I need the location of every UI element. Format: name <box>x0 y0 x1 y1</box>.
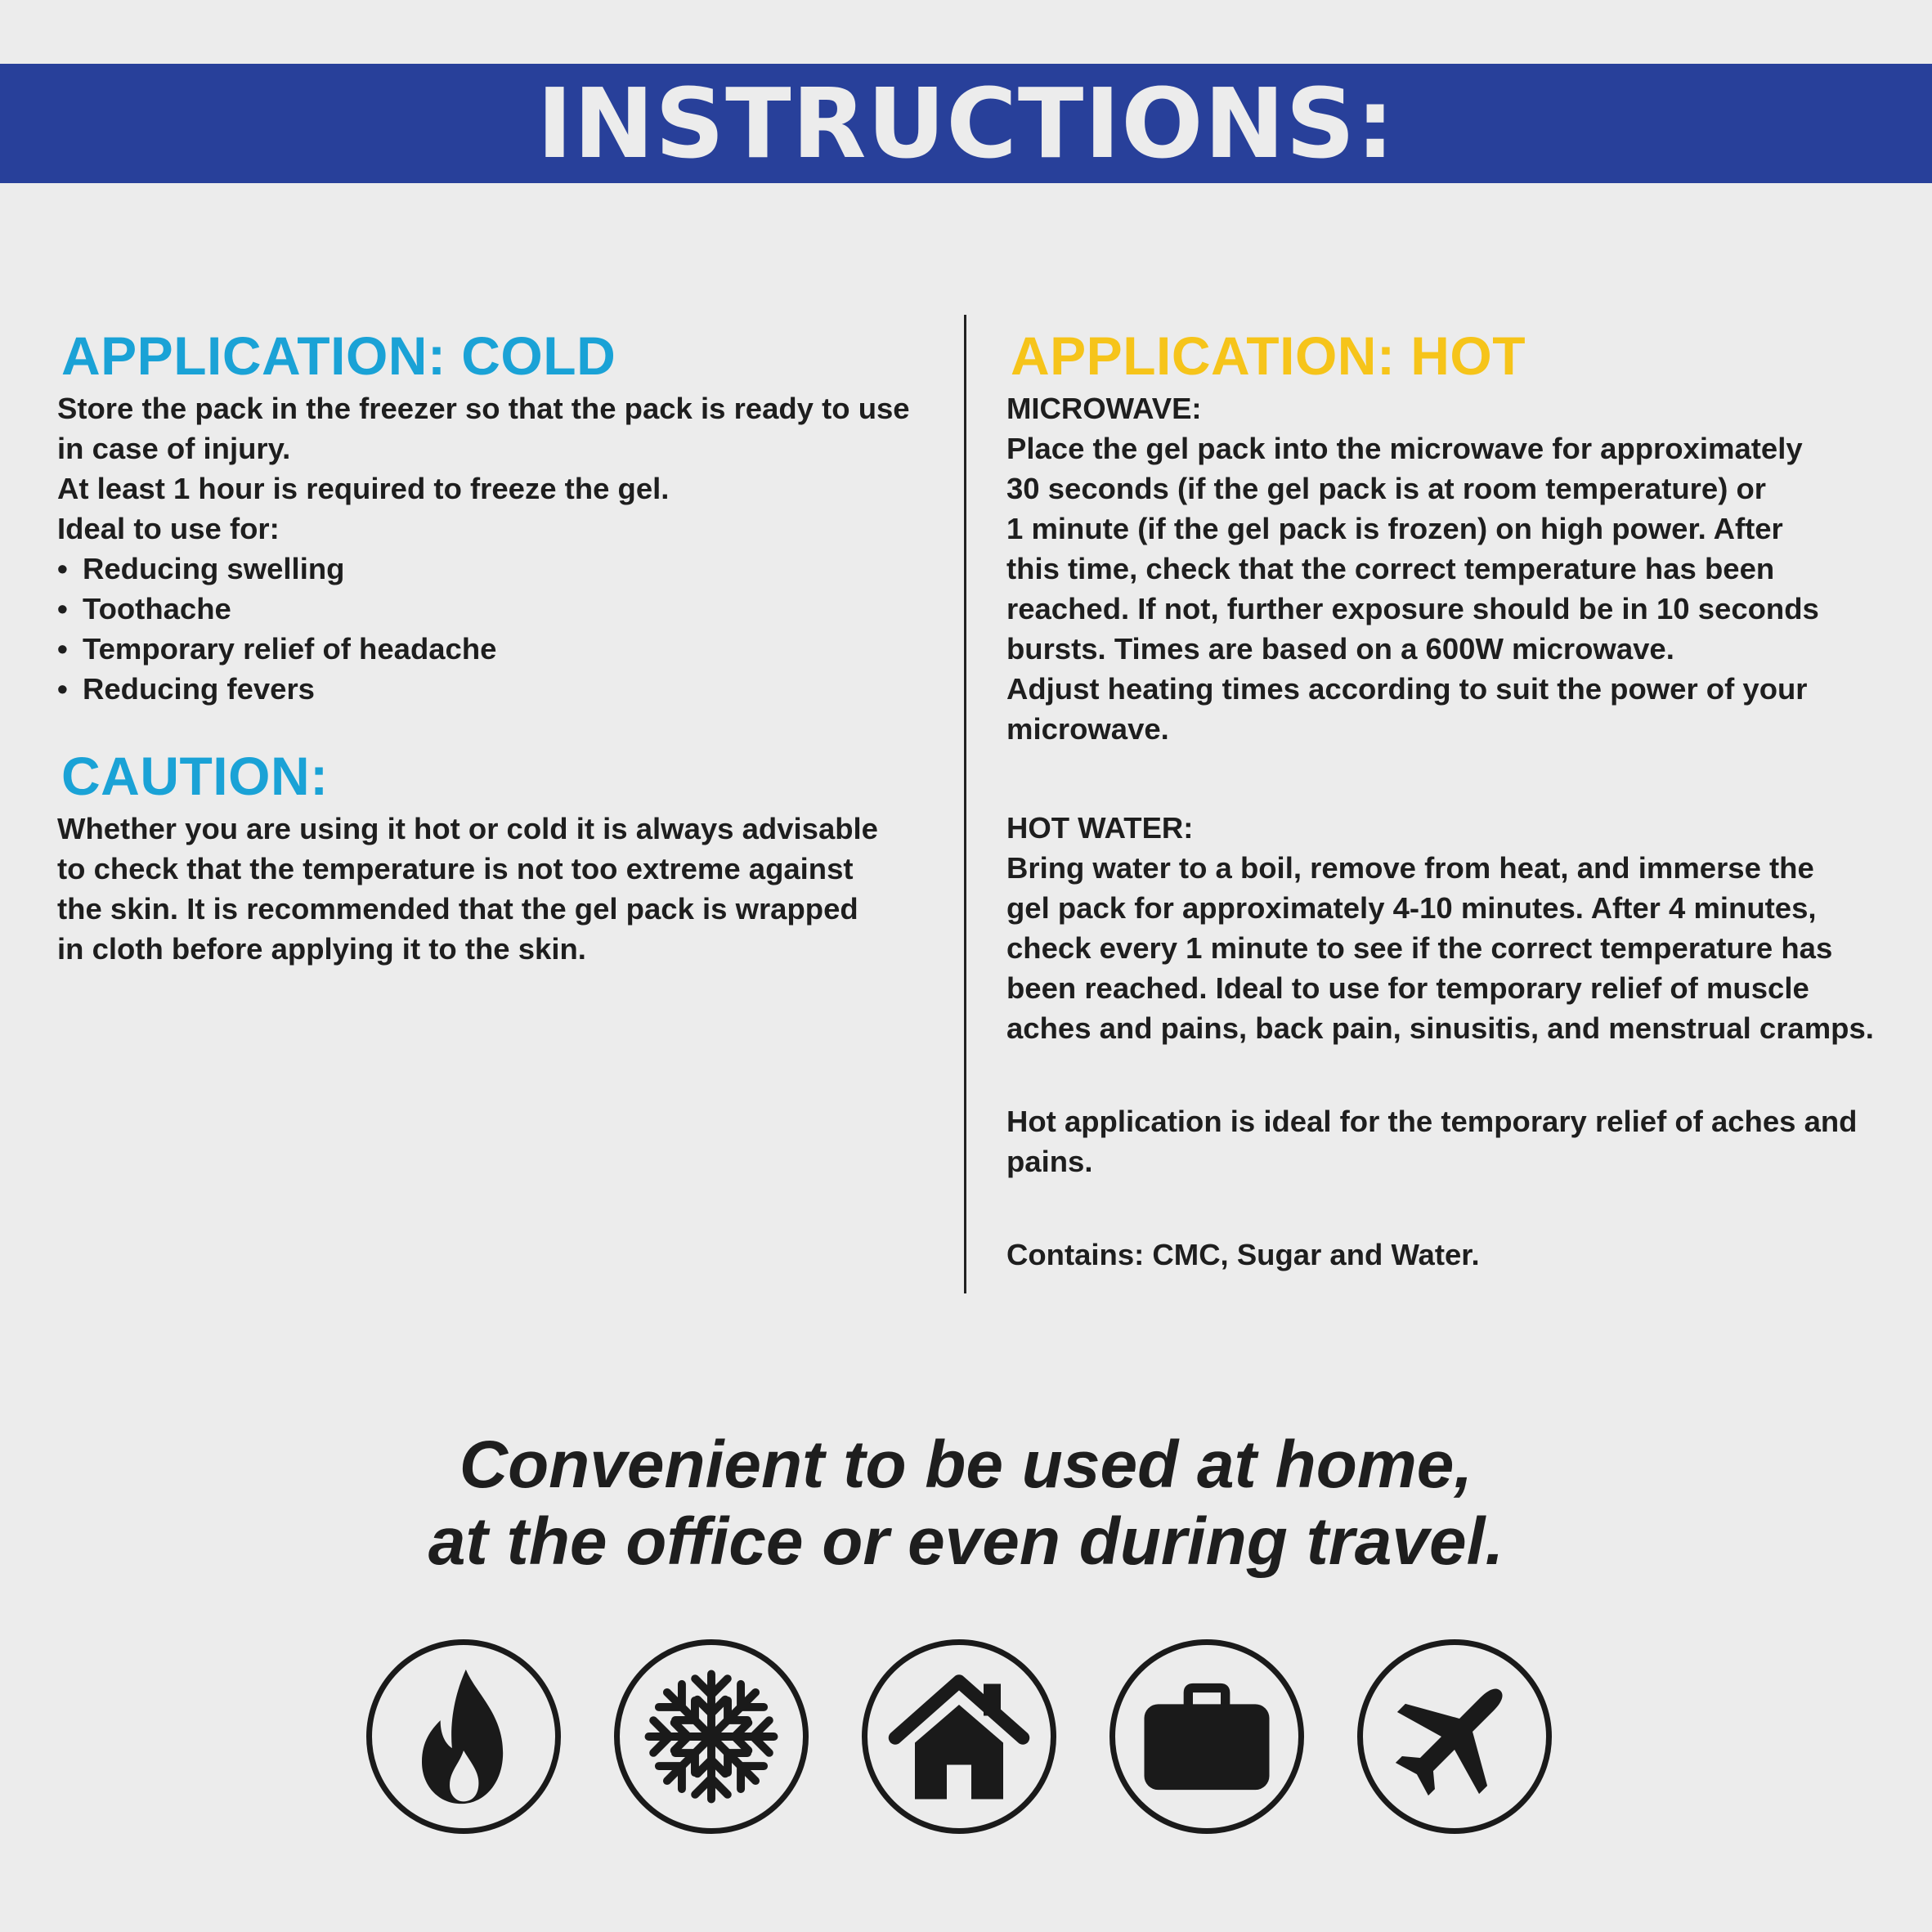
hot-water-line: been reached. Ideal to use for temporary relief of muscle <box>1006 971 1809 1005</box>
page-title: INSTRUCTIONS: <box>536 67 1396 180</box>
list-item-text: Reducing swelling <box>83 552 345 585</box>
list-item-text: Reducing fevers <box>83 672 315 706</box>
cold-line: in case of injury. <box>57 432 291 465</box>
ingredients: Contains: CMC, Sugar and Water. <box>1006 1238 1480 1271</box>
caution-heading: CAUTION: <box>61 746 329 806</box>
tagline <box>0 1427 1932 1580</box>
hot-heading: APPLICATION: HOT <box>1011 325 1526 386</box>
airplane-icon <box>1357 1639 1552 1834</box>
microwave-line: bursts. Times are based on a 600W microwave. <box>1006 632 1674 666</box>
cold-heading: APPLICATION: COLD <box>61 325 616 386</box>
list-item-text: Temporary relief of headache <box>83 632 497 666</box>
microwave-line: 1 minute (if the gel pack is frozen) on high power. After <box>1006 512 1783 545</box>
tagline-line: at the office or even during travel. <box>428 1504 1504 1579</box>
hot-note <box>1006 1101 1914 1181</box>
caution-line: Whether you are using it hot or cold it is always advisable <box>57 812 878 845</box>
cold-instructions <box>57 388 948 549</box>
caution-text <box>57 809 948 969</box>
title-banner <box>0 64 1932 183</box>
bullet-dot: • <box>57 632 68 666</box>
hot-water-line: check every 1 minute to see if the correct temperature has <box>1006 931 1833 965</box>
bullet-dot: • <box>57 552 68 585</box>
cold-line: Ideal to use for: <box>57 512 280 545</box>
bullet-dot: • <box>57 672 68 706</box>
list-item <box>57 589 948 629</box>
microwave-line: 30 seconds (if the gel pack is at room temperature) or <box>1006 472 1766 505</box>
caution-line: to check that the temperature is not too extreme against <box>57 852 854 885</box>
flame-icon <box>366 1639 561 1834</box>
microwave-line: Adjust heating times according to suit the power of your <box>1006 672 1808 706</box>
hot-water-line: aches and pains, back pain, sinusitis, and menstrual cramps. <box>1006 1011 1874 1045</box>
list-item-text: Toothache <box>83 592 231 625</box>
microwave-line: reached. If not, further exposure should be in 10 seconds <box>1006 592 1819 625</box>
hot-note-line: pains. <box>1006 1145 1093 1178</box>
microwave-line: microwave. <box>1006 712 1169 746</box>
list-item <box>57 669 948 709</box>
microwave-label: MICROWAVE: <box>1006 392 1202 425</box>
bullet-dot: • <box>57 592 68 625</box>
hot-water-instructions <box>1006 848 1914 1048</box>
list-item <box>57 549 948 589</box>
snowflake-icon <box>614 1639 809 1834</box>
briefcase-icon <box>1109 1639 1304 1834</box>
microwave-instructions <box>1006 428 1914 749</box>
tagline-line: Convenient to be used at home, <box>459 1428 1473 1502</box>
left-column <box>57 323 948 969</box>
hot-note-line: Hot application is ideal for the temporary relief of aches and <box>1006 1105 1858 1138</box>
hot-water-line: gel pack for approximately 4-10 minutes. After 4 minutes, <box>1006 891 1817 925</box>
microwave-line: this time, check that the correct temperature has been <box>1006 552 1775 585</box>
house-icon <box>862 1639 1056 1834</box>
list-item <box>57 629 948 669</box>
column-divider <box>964 315 966 1293</box>
hot-water-line: Bring water to a boil, remove from heat, and immerse the <box>1006 851 1814 885</box>
cold-line: Store the pack in the freezer so that the pack is ready to use <box>57 392 910 425</box>
right-column <box>1006 323 1914 1275</box>
cold-line: At least 1 hour is required to freeze the gel. <box>57 472 670 505</box>
caution-line: in cloth before applying it to the skin. <box>57 932 586 966</box>
cold-uses-list <box>57 549 948 709</box>
hot-water-label: HOT WATER: <box>1006 811 1194 845</box>
microwave-line: Place the gel pack into the microwave for approximately <box>1006 432 1803 465</box>
usage-icons-row <box>366 1639 1567 1844</box>
caution-line: the skin. It is recommended that the gel pack is wrapped <box>57 892 858 926</box>
